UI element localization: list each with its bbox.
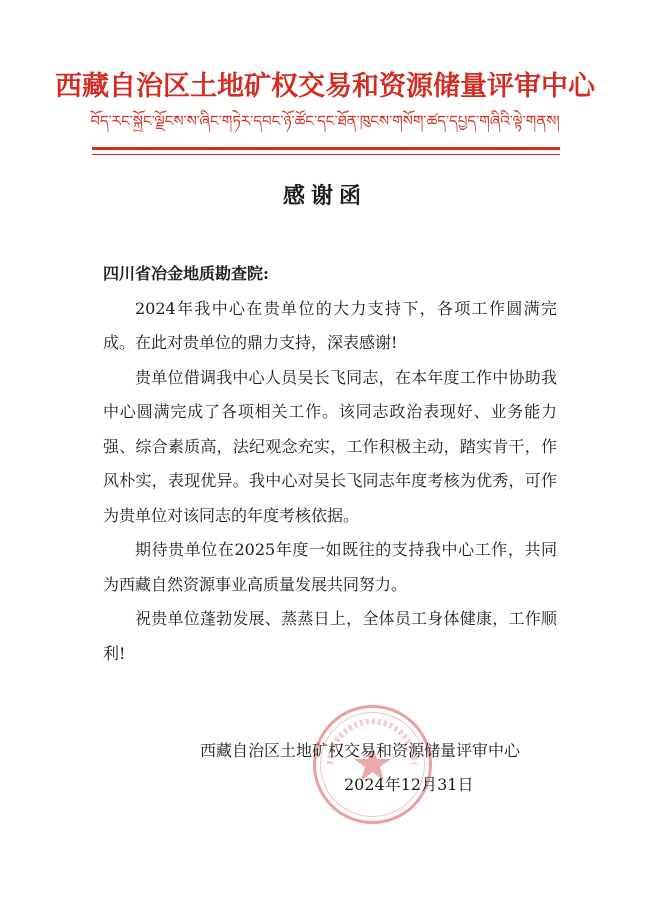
letterhead-rule-thin (92, 154, 560, 155)
letter-title: 感谢函 (282, 183, 367, 209)
letterhead-org-name: 西藏自治区土地矿权交易和资源储量评审中心 (55, 71, 595, 102)
letter-body (103, 257, 557, 671)
paragraph-4: 祝贵单位蓬勃发展、蒸蒸日上，全体员工身体健康，工作顺利! (103, 609, 557, 663)
paragraph-2: 贵单位借调我中心人员吴长飞同志，在本年度工作中协助我中心圆满完成了各项相关工作。该同志政治表现好、业务能力强、综合素质高，法纪观念充实，工作积极主动，踏实肯干，作风朴实，表现优异。我中心对吴长飞同志年度考核为优秀，可作为贵单位对该同志的年度考核依据。 (103, 367, 557, 525)
paragraph-1: 2024年我中心在贵单位的大力支持下，各项工作圆满完成。在此对贵单位的鼎力支持，深表感谢! (103, 298, 557, 352)
letterhead-org-name-tibetan: བོད་རང་སྐྱོང་ལྗོངས་ས་ཞིང་གཏེར་དབང་ཉོ་ཚོང་དང་ཐོན་ཁུངས་གསོག་ཚད་དཔྱད་གཞིའི་ལྟེ་གནས། (90, 112, 560, 130)
salutation: 四川省冶金地质勘查院: (103, 264, 269, 283)
letterhead-rule-thick (92, 147, 560, 150)
signature-date: 2024年12月31日 (344, 775, 474, 794)
paragraph-3: 期待贵单位在2025年度一如既往的支持我中心工作，共同为西藏自然资源事业高质量发展共同努力。 (103, 540, 557, 594)
signature-org: 西藏自治区土地矿权交易和资源储量评审中心 (200, 741, 521, 760)
